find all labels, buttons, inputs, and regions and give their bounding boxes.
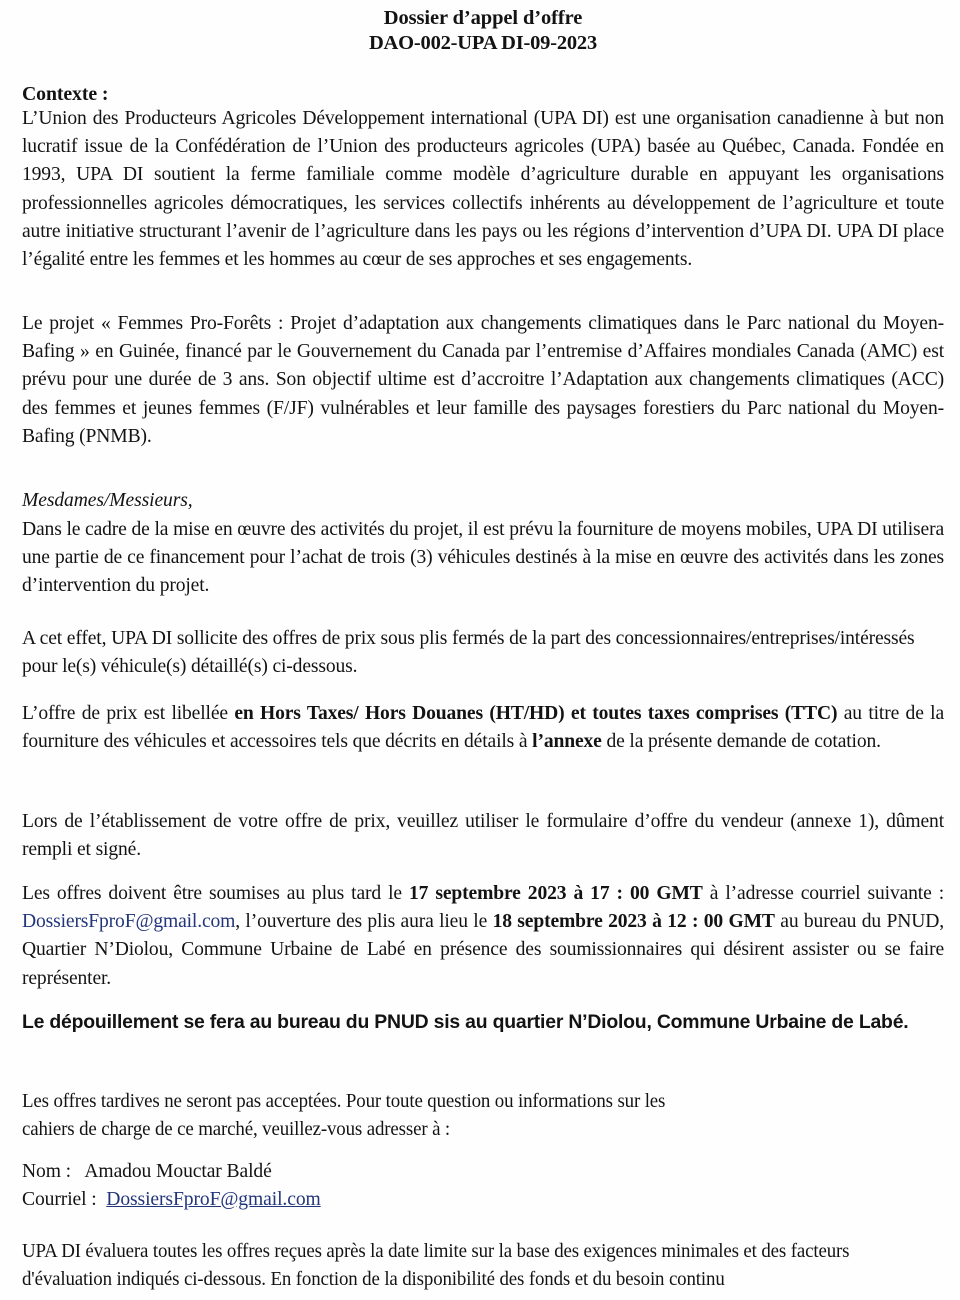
deadline-part4: au bureau du PNUD, Quartier N’Diolou, Commune Urbaine de Labé en présence des soumissionnaires qui désirent assister ou se faire représenter. xyxy=(22,911,944,989)
scope-paragraph: Dans le cadre de la mise en œuvre des activités du projet, il est prévu la fourniture de moyens mobiles, UPA DI utilisera une partie de ce financement pour l’achat de trois (3) véhicules destinés à la mise en œuvre des activités dans les zones d’intervention du projet. xyxy=(22,519,944,597)
project-paragraph: Le projet « Femmes Pro-Forêts : Projet d’adaptation aux changements climatiques dans le Parc national du Moyen-Bafing » en Guinée, financé par le Gouvernement du Canada par l’entremise d’Affaires mondiales Canada (AMC) est prévu pour une durée de 3 ans. Son objectif ultime est d’accroitre l’Adaptation aux changements climatiques (ACC) des femmes et jeunes femmes (F/JF) vulnérables et leur famille des paysages forestiers du Parc national du Moyen-Bafing (PNMB). xyxy=(22,313,944,447)
evaluation-paragraph: UPA DI évaluera toutes les offres reçues après la date limite sur la base des exigences minimales et des facteurs d'évaluation indiqués ci-dessous. En fonction de la disponibilité des fonds et du besoin continu xyxy=(22,1241,850,1291)
document-title-line2: DAO-002-UPA DI-09-2023 xyxy=(368,32,598,54)
deadline-paragraph xyxy=(22,880,944,993)
contact-email-link[interactable]: DossiersFproF@gmail.com xyxy=(106,1189,321,1210)
document-body xyxy=(22,0,944,1291)
price-offer-tax-terms: en Hors Taxes/ Hors Douanes (HT/HD) et toutes taxes comprises (TTC) xyxy=(234,703,838,724)
deadline-part3: , l’ouverture des plis aura lieu le xyxy=(235,911,493,933)
deadline-part2: à l’adresse courriel suivante : xyxy=(702,883,944,904)
solicitation-paragraph: A cet effet, UPA DI sollicite des offres de prix sous plis fermés de la part des concessionnaires/entreprises/intéressés pour le(s) véhicule(s) détaillé(s) ci-dessous. xyxy=(22,628,915,678)
contact-name-label: Nom : xyxy=(22,1161,72,1182)
contact-block xyxy=(22,1158,722,1214)
document-title xyxy=(22,6,944,56)
context-heading: Contexte : xyxy=(22,83,109,105)
submission-email-link[interactable]: DossiersFproF@gmail.com xyxy=(22,911,236,933)
price-offer-part1: L’offre de prix est libellée xyxy=(22,703,235,724)
price-offer-annexe: l’annexe xyxy=(532,731,602,753)
contact-email-label: Courriel : xyxy=(22,1189,97,1210)
deadline-part1: Les offres doivent être soumises au plus tard le xyxy=(22,883,410,904)
vendor-form-paragraph: Lors de l’établissement de votre offre de prix, veuillez utiliser le formulaire d’offre du vendeur (annexe 1), dûment rempli et signé. xyxy=(22,811,944,861)
late-offers-paragraph: Les offres tardives ne seront pas acceptées. Pour toute question ou informations sur les cahiers de charge de ce marché, veuillez-vous adresser à : xyxy=(22,1091,666,1141)
context-paragraph: L’Union des Producteurs Agricoles Développement international (UPA DI) est une organisation canadienne à but non lucratif issue de la Confédération de l’Union des producteurs agricoles (UPA) basée au Québec, Canada. Fondée en 1993, UPA DI soutient la ferme familiale comme modèle d’agriculture durable en appuyant les organisations professionnelles agricoles démocratiques, les services collectifs inhérents au développement de l’agriculture et toute autre initiative structurant l’avenir de l’agriculture dans les pays ou les régions d’intervention d’UPA DI. UPA DI place l’égalité entre les femmes et les hommes au cœur de ses approches et ses engagements. xyxy=(22,108,944,271)
document-title-line1: Dossier d’appel d’offre xyxy=(383,7,583,29)
opening-notice: Le dépouillement se fera au bureau du PNUD sis au quartier N’Diolou, Commune Urbaine de Labé. xyxy=(22,1011,909,1033)
contact-email-line xyxy=(22,1186,722,1214)
contact-name-line xyxy=(22,1158,722,1186)
contact-name-value: Amadou Mouctar Baldé xyxy=(84,1161,272,1182)
price-offer-part3: de la présente demande de cotation. xyxy=(601,731,881,753)
price-offer-part2: au titre de la fourniture des véhicules et accessoires tels que décrits en détails à xyxy=(22,703,944,753)
deadline-submission-datetime: 17 septembre 2023 à 17 : 00 GMT xyxy=(409,883,703,904)
deadline-opening-datetime: 18 septembre 2023 à 12 : 00 GMT xyxy=(492,911,775,933)
salutation: Mesdames/Messieurs, xyxy=(22,489,193,511)
price-offer-paragraph xyxy=(22,700,944,756)
